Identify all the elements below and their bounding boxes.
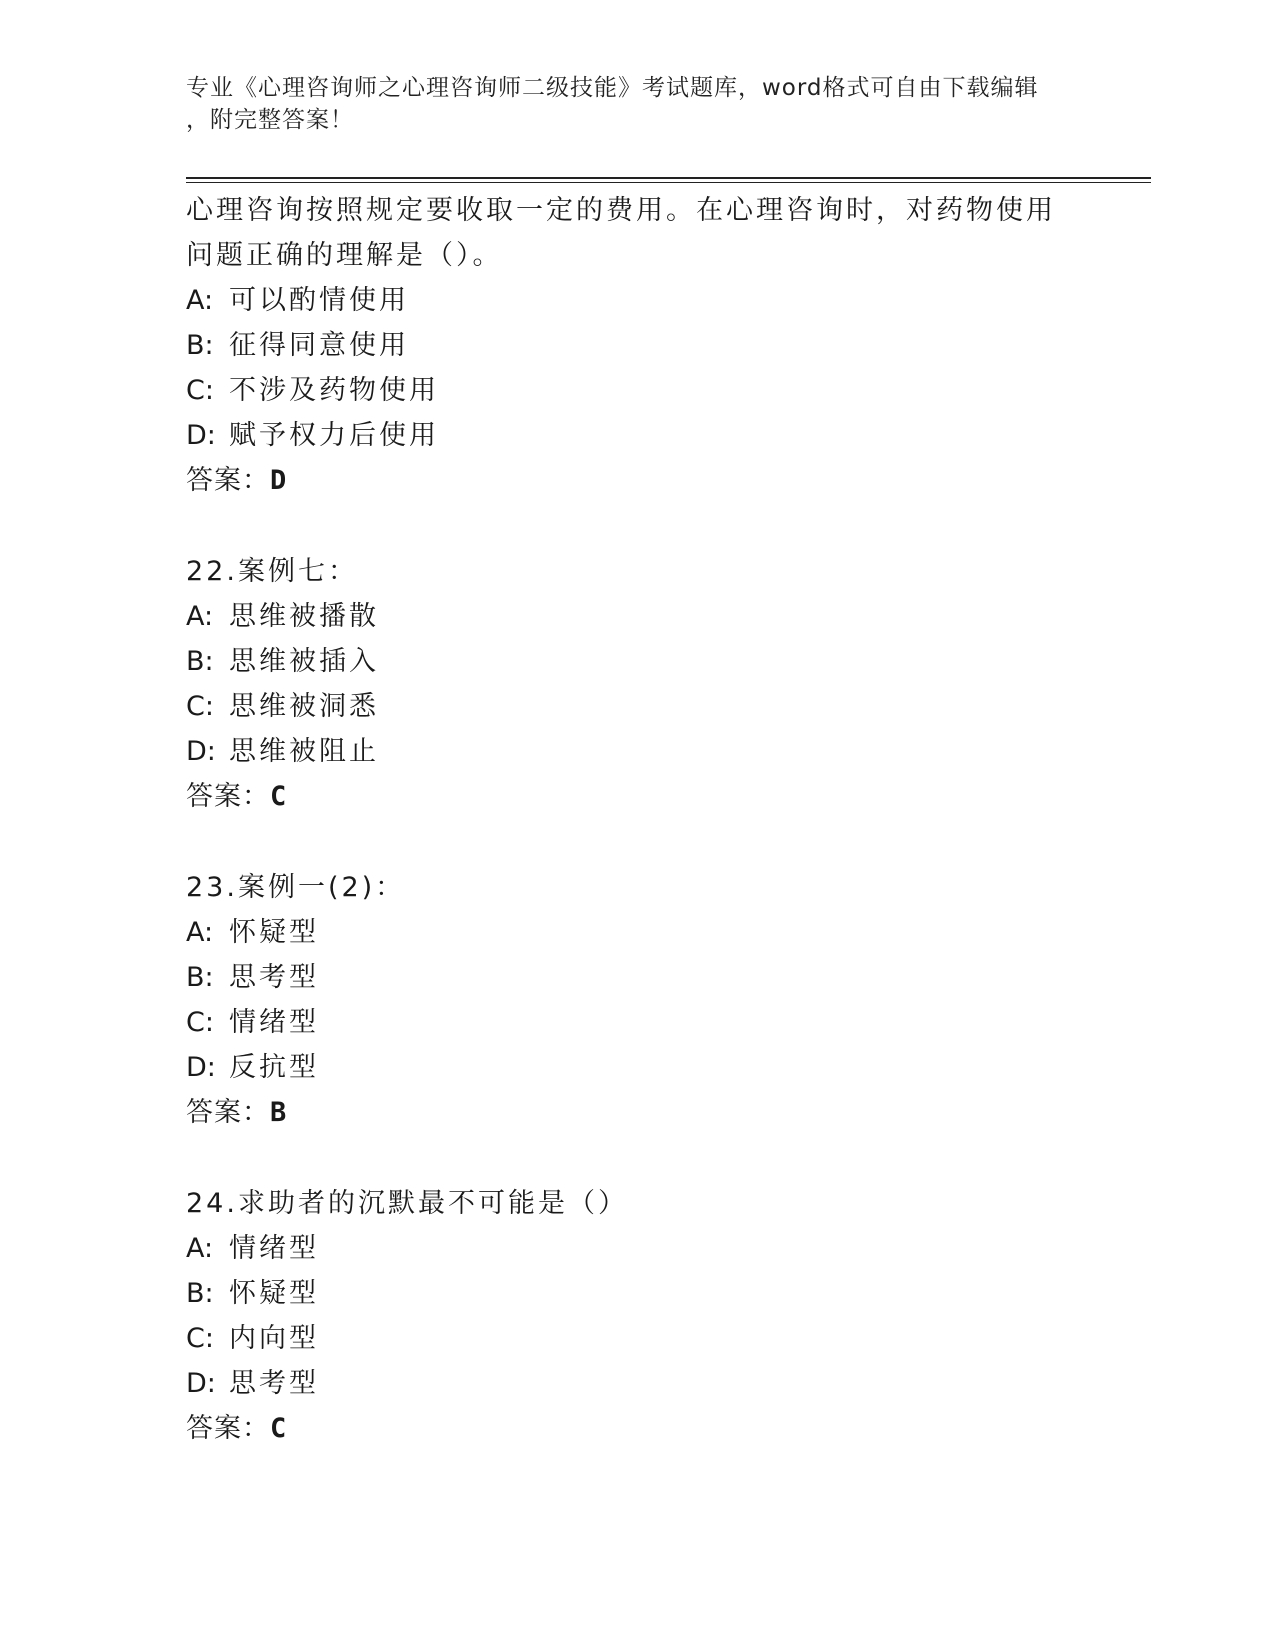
option-letter: A: — [186, 1233, 214, 1264]
answer-line — [186, 1090, 1066, 1135]
option-letter: B: — [186, 646, 214, 677]
option-a — [186, 594, 1066, 639]
option-text: 可以酌情使用 — [229, 285, 409, 316]
document-header — [186, 72, 1086, 136]
question-stem: 23.案例一(2)： — [186, 872, 406, 903]
answer-value: D — [270, 465, 288, 496]
header-line-2: ，附完整答案！ — [186, 107, 354, 133]
question-block — [186, 549, 1066, 819]
answer-value: C — [270, 1413, 288, 1444]
option-text: 怀疑型 — [229, 917, 319, 948]
option-a — [186, 1226, 1066, 1271]
option-c — [186, 1316, 1066, 1361]
header-divider — [186, 177, 1151, 183]
option-d — [186, 1361, 1066, 1406]
header-line-1: 专业《心理咨询师之心理咨询师二级技能》考试题库，word格式可自由下载编辑 — [186, 75, 1039, 101]
option-b — [186, 1271, 1066, 1316]
answer-value: C — [270, 781, 288, 812]
question-stem: 24.求助者的沉默最不可能是（） — [186, 1188, 628, 1219]
option-text: 不涉及药物使用 — [229, 375, 439, 406]
option-d — [186, 1045, 1066, 1090]
answer-value: B — [270, 1097, 288, 1128]
question-block — [186, 865, 1066, 1135]
option-c — [186, 684, 1066, 729]
answer-line — [186, 774, 1066, 819]
option-letter: D: — [186, 1368, 216, 1399]
answer-label: 答案： — [186, 781, 270, 812]
question-block — [186, 188, 1066, 503]
answer-line — [186, 1406, 1066, 1451]
option-text: 思维被洞悉 — [229, 691, 379, 722]
option-letter: D: — [186, 736, 216, 767]
option-a — [186, 278, 1066, 323]
option-letter: A: — [186, 601, 214, 632]
option-text: 征得同意使用 — [229, 330, 409, 361]
option-letter: B: — [186, 1278, 214, 1309]
option-text: 内向型 — [229, 1323, 319, 1354]
option-d — [186, 729, 1066, 774]
answer-label: 答案： — [186, 1413, 270, 1444]
answer-label: 答案： — [186, 1097, 270, 1128]
option-text: 思维被阻止 — [229, 736, 379, 767]
option-c — [186, 1000, 1066, 1045]
option-text: 赋予权力后使用 — [229, 420, 439, 451]
option-text: 思考型 — [229, 1368, 319, 1399]
option-d — [186, 413, 1066, 458]
option-text: 思维被播散 — [229, 601, 379, 632]
question-list — [186, 188, 1066, 1451]
option-letter: A: — [186, 917, 214, 948]
answer-line — [186, 458, 1066, 503]
option-text: 情绪型 — [229, 1007, 319, 1038]
option-letter: A: — [186, 285, 214, 316]
option-letter: D: — [186, 420, 216, 451]
option-c — [186, 368, 1066, 413]
answer-label: 答案： — [186, 465, 270, 496]
option-letter: C: — [186, 375, 214, 406]
option-text: 反抗型 — [229, 1052, 319, 1083]
option-letter: D: — [186, 1052, 216, 1083]
question-stem: 心理咨询按照规定要收取一定的费用。在心理咨询时，对药物使用问题正确的理解是（）。 — [186, 195, 1056, 271]
question-block — [186, 1181, 1066, 1451]
option-text: 怀疑型 — [229, 1278, 319, 1309]
option-b — [186, 955, 1066, 1000]
option-letter: B: — [186, 330, 214, 361]
option-text: 思维被插入 — [229, 646, 379, 677]
option-letter: C: — [186, 1323, 214, 1354]
option-letter: C: — [186, 1007, 214, 1038]
option-text: 情绪型 — [229, 1233, 319, 1264]
option-b — [186, 323, 1066, 368]
option-b — [186, 639, 1066, 684]
option-letter: C: — [186, 691, 214, 722]
option-a — [186, 910, 1066, 955]
option-letter: B: — [186, 962, 214, 993]
question-stem: 22.案例七： — [186, 556, 358, 587]
option-text: 思考型 — [229, 962, 319, 993]
